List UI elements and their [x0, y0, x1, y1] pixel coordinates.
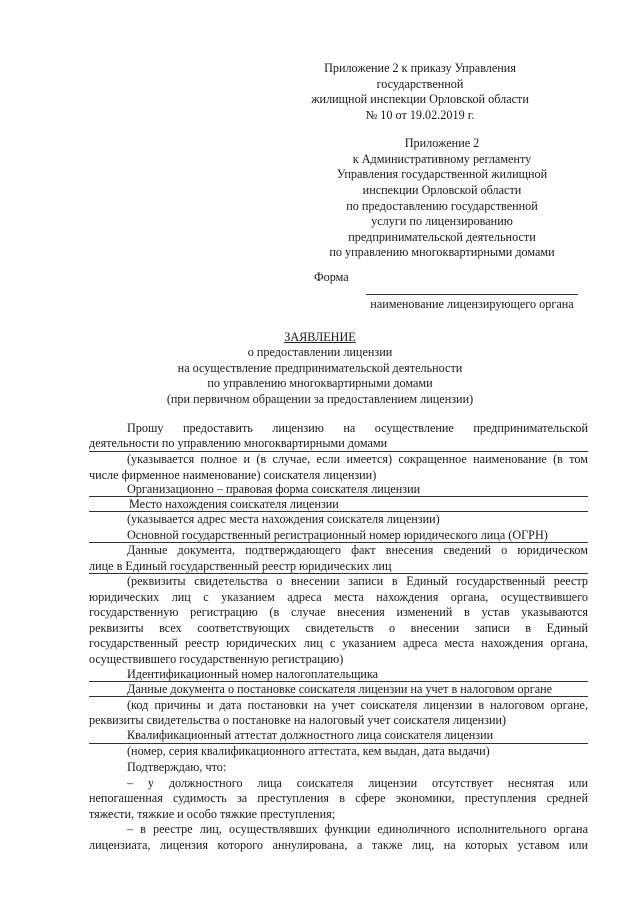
title-line-1: о предоставлении лицензии: [247, 345, 393, 359]
title-heading: ЗАЯВЛЕНИЕ: [284, 330, 356, 344]
requisites-note-5: государственный реестр юридических лиц с указанием адреса места нахождения органа,: [89, 636, 588, 650]
bullet1-line-3: тяжести, тяжкие и особо тяжкие преступления;: [89, 807, 336, 821]
requisites-note-6: осуществившего государственную регистрацию): [89, 652, 344, 666]
inn-label: Идентификационный номер налогоплательщика: [127, 667, 379, 681]
location-note: (указывается адрес места нахождения соискателя лицензии): [127, 512, 440, 526]
title-line-2: на осуществление предпринимательской деятельности: [177, 361, 463, 375]
bullet2-line-2: лицензиата, лицензия которого аннулирована, а также лиц, на которых уставом или: [89, 838, 588, 852]
header1-line-3: жилищной инспекции Орловской области: [311, 92, 529, 106]
requisites-note-3: государственную регистрацию (в случае внесения изменений в устав указываются: [89, 605, 588, 619]
header1-line-2: государственной: [376, 77, 464, 91]
bullet1-line-2: непогашенная судимость за преступления в сфере экономики, преступления средней: [89, 791, 588, 805]
requisites-note-4: реквизиты всех соответствующих свидетельств о внесении записи в Единый: [89, 621, 588, 635]
title-line-4: (при первичном обращении за предоставлением лицензии): [166, 392, 474, 406]
title-line-3: по управлению многоквартирными домами: [207, 376, 433, 390]
form-label: Форма: [314, 270, 349, 284]
qualification-label: Квалификационный аттестат должностного лица соискателя лицензии: [127, 728, 494, 742]
bullet2-line-1: – в реестре лиц, осуществлявших функции единоличного исполнительного органа: [127, 822, 588, 836]
name-note-2: числе фирменное наименование) соискателя лицензии): [89, 468, 377, 482]
header1-line-1: Приложение 2 к приказу Управления: [324, 61, 516, 75]
licensing-body-line[interactable]: [366, 294, 578, 295]
request-line-2: деятельности по управлению многоквартирными домами: [89, 436, 388, 450]
header2-line-5: по предоставлению государственной: [346, 199, 538, 213]
tax-registration-field[interactable]: [89, 696, 588, 697]
requisites-note-1: (реквизиты свидетельства о внесении записи в Единый государственный реестр: [127, 574, 588, 588]
ogrn-label: Основной государственный регистрационный номер юридического лица (ОГРН): [127, 528, 548, 542]
header2-line-6: услуги по лицензированию: [371, 214, 513, 228]
egrul-doc-line-2: лице в Единый государственный реестр юридических лиц: [89, 559, 392, 573]
header2-line-4: инспекции Орловской области: [362, 183, 522, 197]
location-label: Место нахождения соискателя лицензии: [129, 497, 339, 511]
egrul-doc-line-1: Данные документа, подтверждающего факт внесения сведений о юридическом: [127, 543, 588, 557]
header2-line-3: Управления государственной жилищной: [336, 167, 548, 181]
legal-form-label: Организационно – правовая форма соискателя лицензии: [127, 482, 421, 496]
kpp-note-1: (код причины и дата постановки на учет соискателя лицензии в налоговом органе,: [127, 698, 588, 712]
tax-registration-label: Данные документа о постановке соискателя лицензии на учет в налоговом органе: [127, 682, 553, 696]
header2-line-2: к Административному регламенту: [352, 152, 532, 166]
qualification-note: (номер, серия квалификационного аттестата, кем выдан, дата выдачи): [127, 744, 490, 758]
request-line-1: Прошу предоставить лицензию на осуществление предпринимательской: [127, 421, 588, 435]
kpp-note-2: реквизиты свидетельства о постановке на налоговый учет соискателя лицензии): [89, 713, 507, 727]
requisites-note-2: юридических лиц с указанием адреса места нахождения органа, осуществившего: [89, 590, 588, 604]
header2-line-1: Приложение 2: [404, 136, 480, 150]
header1-line-4: № 10 от 19.02.2019 г.: [365, 108, 475, 122]
licensing-body-caption: наименование лицензирующего органа: [370, 297, 574, 311]
confirm-label: Подтверждаю, что:: [127, 760, 227, 774]
name-note-1: (указывается полное и (в случае, если имеется) сокращенное наименование (в том: [127, 452, 588, 466]
bullet1-line-1: – у должностного лица соискателя лицензии отсутствует неснятая или: [127, 776, 588, 790]
header2-line-7: предпринимательской деятельности: [348, 230, 536, 244]
header2-line-8: по управлению многоквартирными домами: [329, 245, 555, 259]
